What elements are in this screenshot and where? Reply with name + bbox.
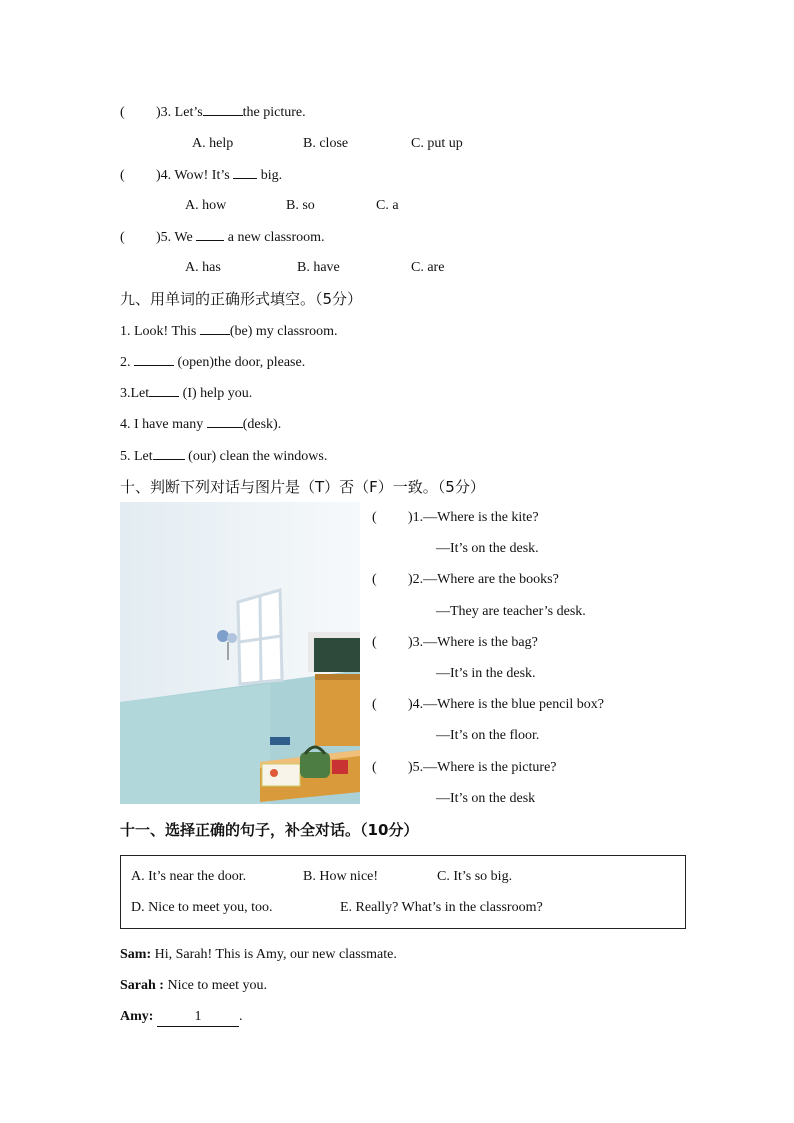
- item-text: (desk).: [242, 417, 282, 432]
- question-text: Let’s: [174, 105, 203, 120]
- option-a-sentence: A. It’s near the door.: [131, 869, 247, 884]
- classroom-picture: [120, 502, 360, 804]
- dialog-text: Nice to meet you.: [167, 978, 267, 993]
- question-text: a new classroom.: [227, 230, 325, 245]
- item-text: (our) clean the windows.: [188, 449, 328, 464]
- tf-answer-2: —They are teacher’s desk.: [436, 604, 586, 619]
- question-5: [120, 228, 325, 247]
- tf-item-4: [372, 696, 604, 714]
- option-a: A. help: [192, 136, 234, 151]
- item-text: 2.: [120, 355, 131, 370]
- section-11-title: 十一、选择正确的句子，补全对话。（10分）: [120, 821, 419, 839]
- fill-item-5: [120, 447, 327, 466]
- option-b: B. so: [286, 198, 315, 213]
- section-10-title: 十、判断下列对话与图片是（T）否（F）一致。（5分）: [120, 478, 485, 496]
- question-number: )4.: [156, 168, 172, 183]
- dialog-line-1: [120, 946, 397, 964]
- item-text: (be) my classroom.: [229, 324, 338, 339]
- blank-number: 1: [194, 1009, 202, 1024]
- tf-item-5: [372, 759, 557, 777]
- tf-answer-1: —It’s on the desk.: [436, 541, 539, 556]
- question-text: big.: [260, 168, 283, 183]
- option-b-sentence: B. How nice!: [303, 869, 379, 884]
- tf-answer-3: —It’s in the desk.: [436, 666, 536, 681]
- speaker: Sam:: [120, 947, 152, 962]
- tf-question: )5.—Where is the picture?: [408, 760, 557, 775]
- item-text: (open)the door, please.: [177, 355, 306, 370]
- question-number: )5.: [156, 230, 172, 245]
- answer-paren: (: [120, 168, 125, 183]
- tf-question: )1.—Where is the kite?: [408, 510, 539, 525]
- answer-blank[interactable]: [233, 166, 257, 179]
- item-text: 1. Look! This: [120, 324, 197, 339]
- tf-question: )3.—Where is the bag?: [408, 635, 538, 650]
- question-3: [120, 103, 306, 122]
- option-a: A. has: [185, 260, 221, 275]
- tf-item-1: [372, 509, 539, 527]
- tf-item-2: [372, 571, 559, 589]
- answer-paren[interactable]: (: [372, 635, 377, 650]
- option-b: B. close: [303, 136, 349, 151]
- question-4: [120, 166, 282, 185]
- question-text: the picture.: [242, 105, 306, 120]
- section-9-title: 九、用单词的正确形式填空。（5分）: [120, 290, 363, 308]
- options-box: [120, 855, 686, 929]
- option-a: A. how: [185, 198, 227, 213]
- answer-blank[interactable]: [200, 322, 230, 335]
- answer-paren[interactable]: (: [372, 510, 377, 525]
- option-d-sentence: D. Nice to meet you, too.: [131, 900, 273, 915]
- dialog-text: Hi, Sarah! This is Amy, our new classmate.: [154, 947, 397, 962]
- answer-blank[interactable]: [153, 447, 185, 460]
- dialog-line-2: [120, 977, 267, 995]
- answer-paren: (: [120, 105, 125, 120]
- question-text: Wow! It’s: [174, 168, 230, 183]
- option-b: B. have: [297, 260, 340, 275]
- speaker: Amy:: [120, 1009, 154, 1024]
- option-c: C. put up: [411, 136, 463, 151]
- speaker: Sarah :: [120, 978, 164, 993]
- tf-answer-5: —It’s on the desk: [436, 791, 536, 806]
- option-c: C. a: [376, 198, 399, 213]
- answer-blank[interactable]: [203, 103, 243, 116]
- item-text: 3.Let: [120, 386, 150, 401]
- fill-item-4: [120, 415, 281, 434]
- tf-answer-4: —It’s on the floor.: [436, 728, 540, 743]
- item-text: 4. I have many: [120, 417, 204, 432]
- item-text: 5. Let: [120, 449, 153, 464]
- punctuation: .: [238, 1009, 243, 1024]
- item-text: (I) help you.: [182, 386, 253, 401]
- answer-paren[interactable]: (: [372, 697, 377, 712]
- answer-blank[interactable]: [149, 384, 179, 397]
- option-c: C. are: [411, 260, 445, 275]
- answer-blank[interactable]: [196, 228, 224, 241]
- answer-paren: (: [120, 230, 125, 245]
- fill-item-1: [120, 322, 338, 341]
- tf-question: )2.—Where are the books?: [408, 572, 559, 587]
- fill-item-2: [120, 353, 305, 372]
- tf-question: )4.—Where is the blue pencil box?: [408, 697, 604, 712]
- question-number: )3.: [156, 105, 172, 120]
- fill-item-3: [120, 384, 252, 403]
- question-text: We: [174, 230, 193, 245]
- tf-item-3: [372, 634, 538, 652]
- answer-blank-1[interactable]: [157, 1008, 239, 1027]
- option-c-sentence: C. It’s so big.: [437, 869, 513, 884]
- answer-paren[interactable]: (: [372, 572, 377, 587]
- answer-blank[interactable]: [134, 353, 174, 366]
- classroom-illustration: [120, 502, 360, 804]
- dialog-line-3: [120, 1008, 242, 1027]
- option-e-sentence: E. Really? What’s in the classroom?: [340, 900, 543, 915]
- answer-paren[interactable]: (: [372, 760, 377, 775]
- answer-blank[interactable]: [207, 415, 243, 428]
